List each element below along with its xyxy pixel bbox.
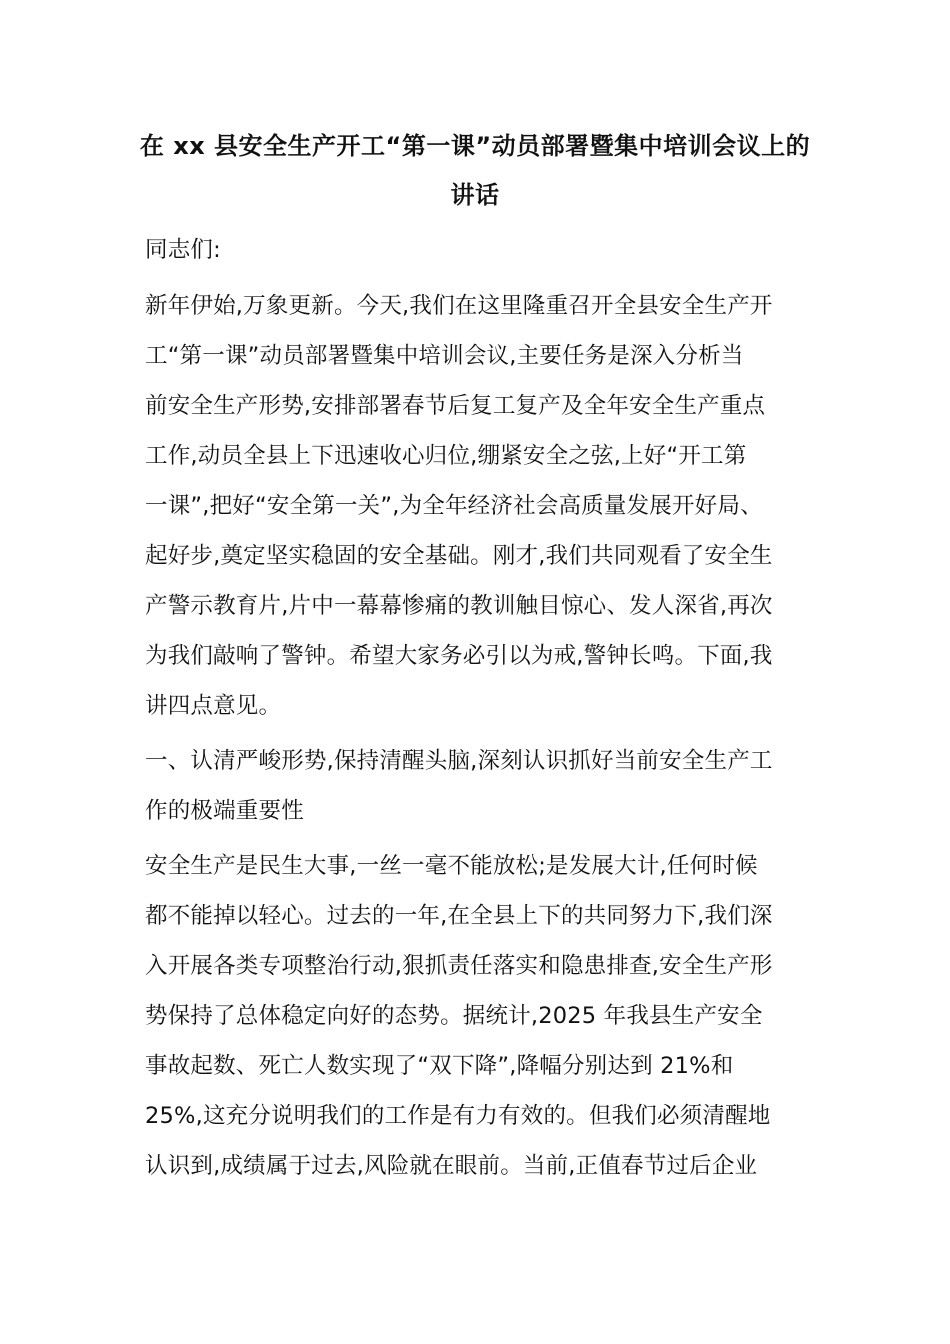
section-heading-1-line-2: 作的极端重要性 <box>145 798 304 824</box>
paragraph-1-line-4: 工作,动员全县上下迅速收心归位,绷紧安全之弦,上好“开工第 <box>145 443 747 469</box>
paragraph-2-line-3: 入开展各类专项整治行动,狠抓责任落实和隐患排查,安全生产形 <box>145 953 773 979</box>
paragraph-1-line-8: 为我们敲响了警钟。希望大家务必引以为戒,警钟长鸣。下面,我 <box>145 643 773 669</box>
section-heading-1-line-1: 一、认清严峻形势,保持清醒头脑,深刻认识抓好当前安全生产工 <box>145 748 773 774</box>
paragraph-1-line-6: 起好步,奠定坚实稳固的安全基础。刚才,我们共同观看了安全生 <box>145 543 773 569</box>
document-title-line-2: 讲话 <box>450 181 500 209</box>
paragraph-2-line-5: 事故起数、死亡人数实现了“双下降”,降幅分别达到 21%和 <box>145 1053 734 1079</box>
document-title-line-1: 在 xx 县安全生产开工“第一课”动员部署暨集中培训会议上的 <box>139 132 811 160</box>
paragraph-1-line-2: 工“第一课”动员部署暨集中培训会议,主要任务是深入分析当 <box>145 343 744 369</box>
paragraph-2-line-6: 25%,这充分说明我们的工作是有力有效的。但我们必须清醒地 <box>145 1103 771 1129</box>
paragraph-2-line-4: 势保持了总体稳定向好的态势。据统计,2025 年我县生产安全 <box>145 1003 763 1029</box>
paragraph-1-line-7: 产警示教育片,片中一幕幕惨痛的教训触目惊心、发人深省,再次 <box>145 593 773 619</box>
paragraph-1-line-9: 讲四点意见。 <box>145 693 282 719</box>
paragraph-2-line-1: 安全生产是民生大事,一丝一毫不能放松;是发展大计,任何时候 <box>145 853 758 879</box>
paragraph-1-line-3: 前安全生产形势,安排部署春节后复工复产及全年安全生产重点 <box>145 393 766 419</box>
paragraph-1-line-5: 一课”,把好“安全第一关”,为全年经济社会高质量发展开好局、 <box>145 493 763 519</box>
salutation: 同志们: <box>145 237 221 263</box>
paragraph-2-line-2: 都不能掉以轻心。过去的一年,在全县上下的共同努力下,我们深 <box>145 903 773 929</box>
paragraph-1-line-1: 新年伊始,万象更新。今天,我们在这里隆重召开全县安全生产开 <box>145 293 773 319</box>
paragraph-2-line-7: 认识到,成绩属于过去,风险就在眼前。当前,正值春节过后企业 <box>145 1153 758 1179</box>
